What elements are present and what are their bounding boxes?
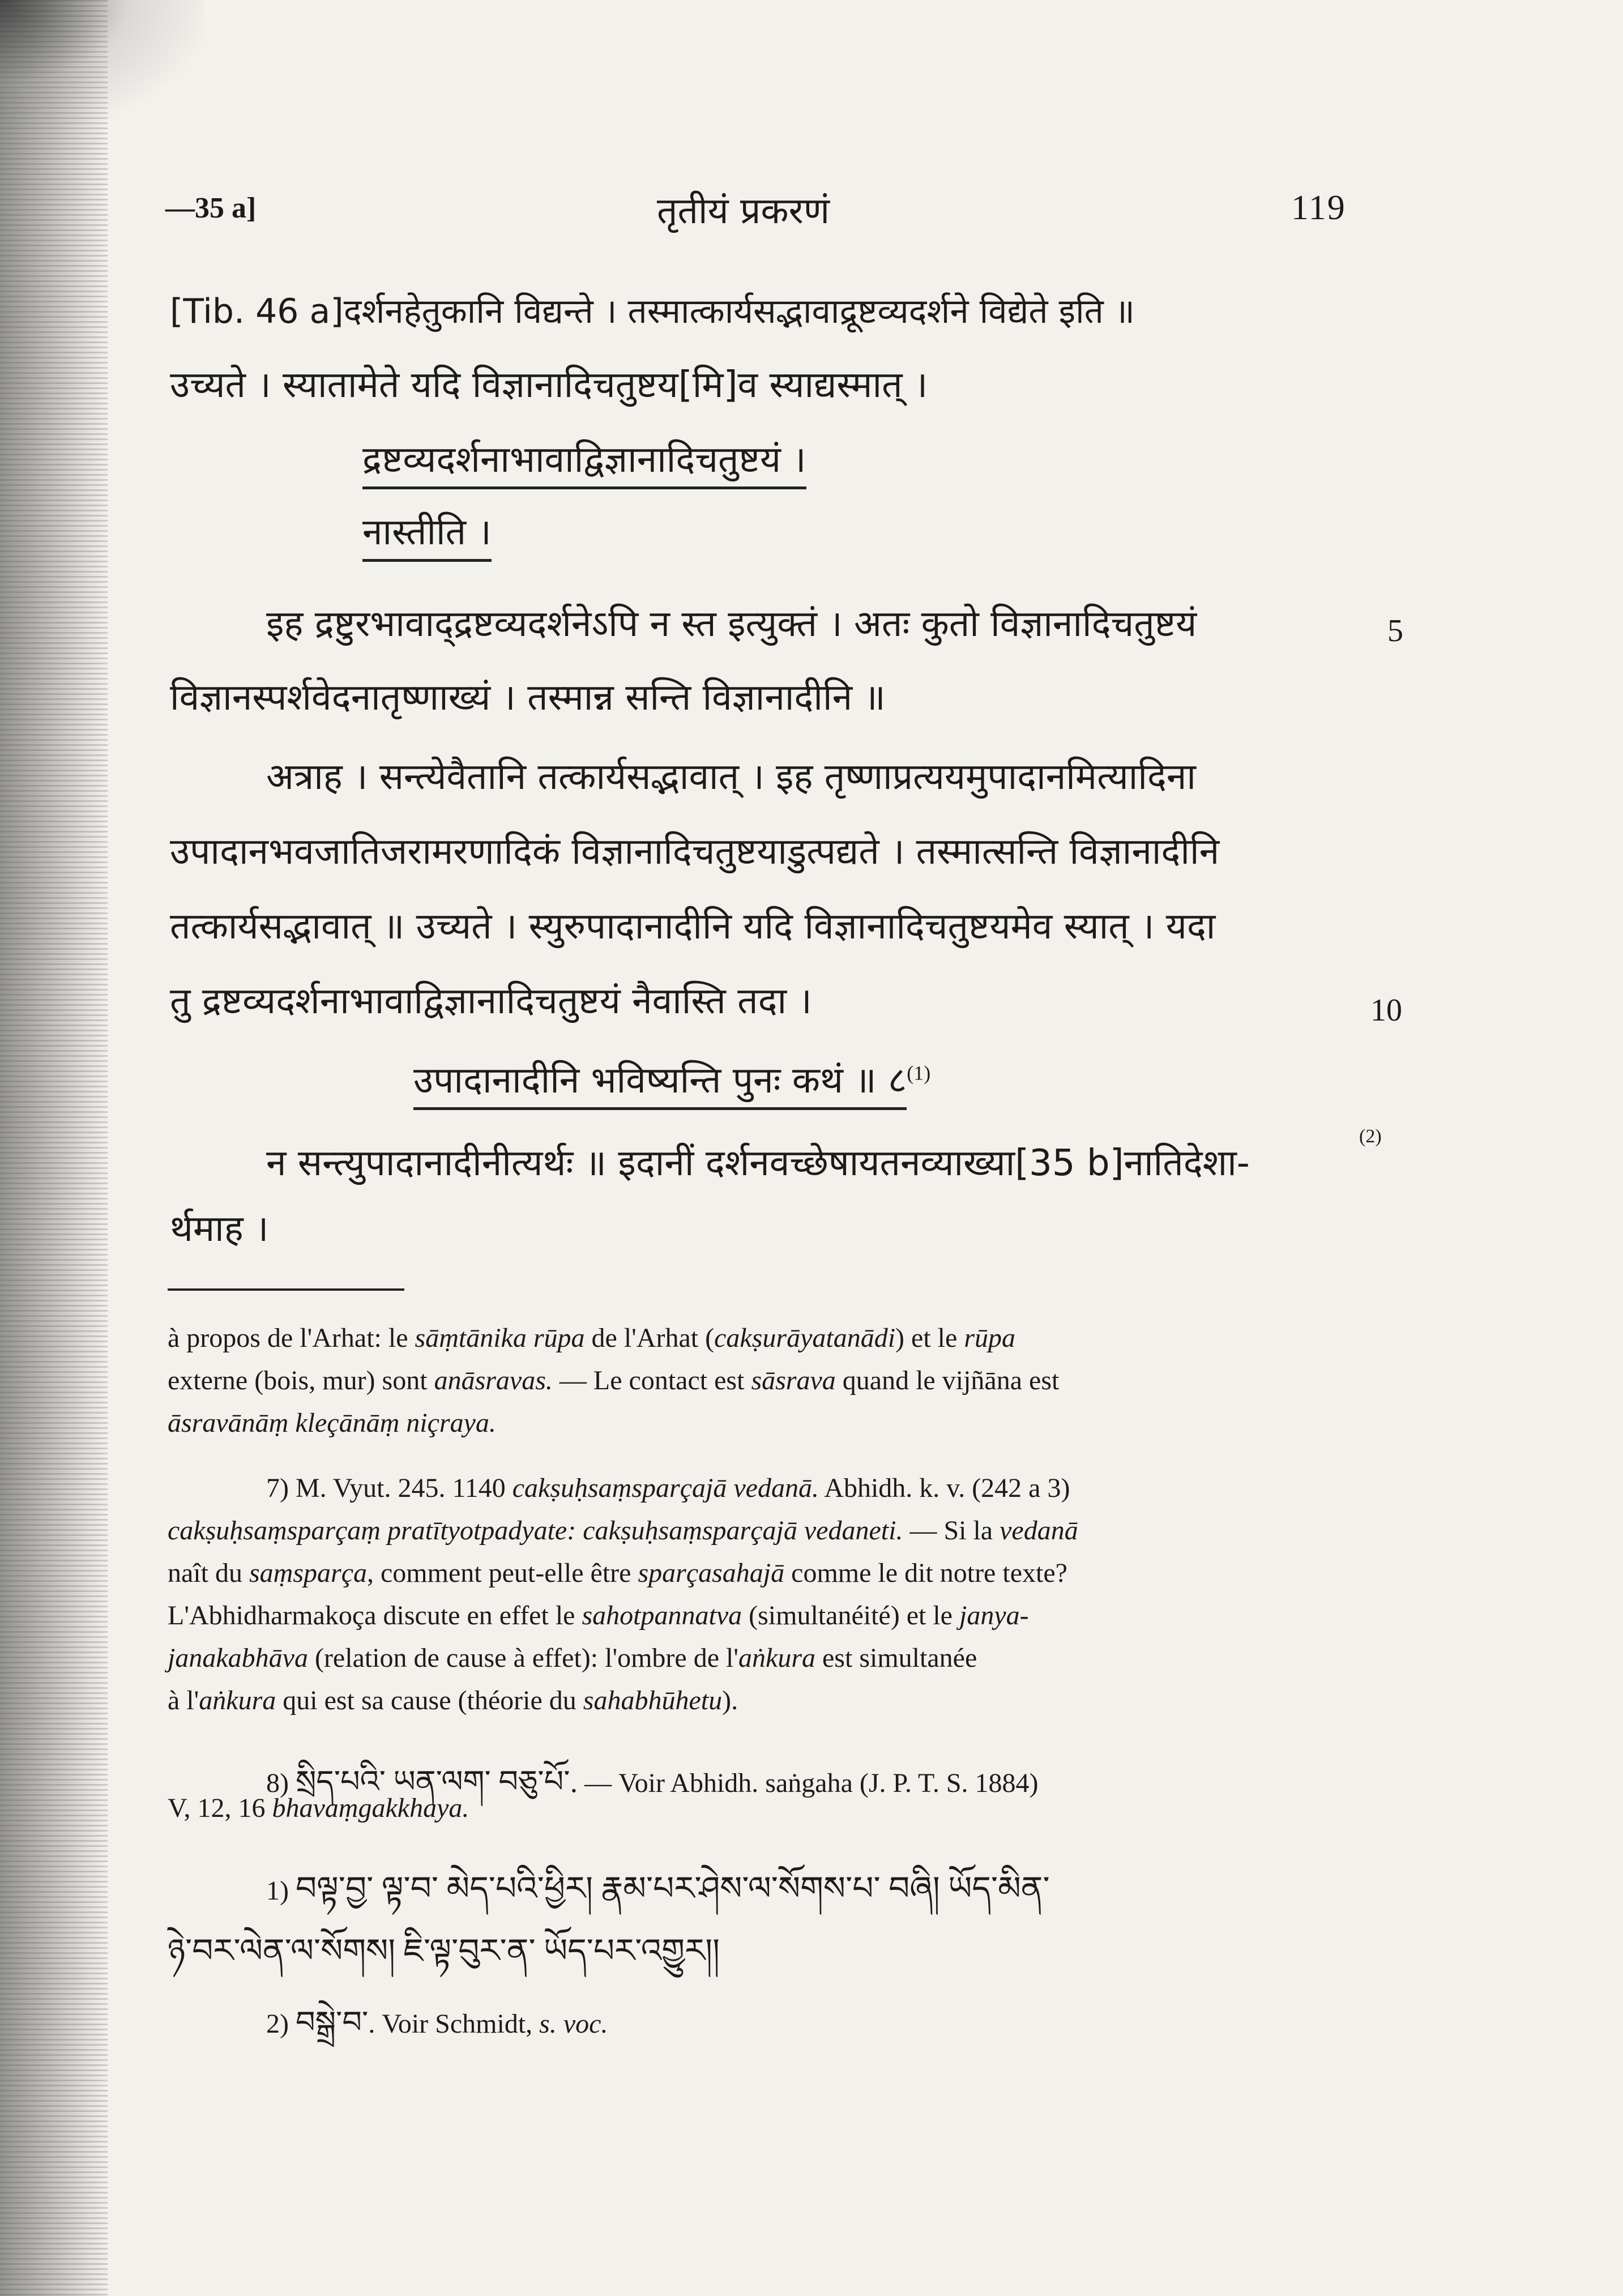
fn-italic: aṅkura (199, 1685, 276, 1715)
verse-line-2-text: नास्तीति । (362, 511, 492, 562)
fn-text: L'Abhidharmakoça discute en effet le (168, 1601, 582, 1631)
fn-text: externe (bois, mur) sont (168, 1365, 434, 1395)
fn-text: est simultanée (815, 1643, 977, 1673)
fn-italic: cakṣurāyatanādi (714, 1323, 896, 1353)
fn-text: — Voir Abhidh. saṅgaha (J. P. T. S. 1884) (578, 1768, 1039, 1798)
fn-italic: aṅkura (738, 1643, 815, 1673)
fn-italic: cakṣuḥsaṃsparçajā vedanā. (512, 1473, 819, 1503)
fn-italic: sahotpannatva (582, 1601, 742, 1631)
verse-line-3 (413, 1060, 931, 1102)
fn-text: à propos de l'Arhat: le (168, 1323, 415, 1353)
footnote-7-line-4 (168, 1600, 1029, 1631)
text-line-8: उपादानभवजातिजरामरणादिकं विज्ञानादिचतुष्टयाडुत्पद्यते । तस्मात्सन्ति विज्ञानादीनि (170, 831, 1220, 873)
text-line-12: न सन्त्युपादानादीनीत्यर्थः ॥ इदानीं दर्शनवच्छेषायतनव्याख्या[35 b]नातिदेशा- (266, 1142, 1250, 1184)
footnote-ref-1: (1) (907, 1061, 931, 1085)
fn-text: comme le dit notre texte? (784, 1558, 1067, 1588)
footnote-7-line-5 (168, 1642, 977, 1674)
fn-italic: janya- (959, 1601, 1029, 1631)
fn-tibetan: སྲིད་པའི་ ཡན་ལག་ བཅུ་པོ་. (295, 1765, 578, 1799)
text-line-6: विज्ञानस्पर्शवेदनातृष्णाख्यं । तस्मान्न सन्ति विज्ञानादीनि ॥ (170, 677, 886, 719)
fn-italic: bhavaṃgakkhaya. (272, 1793, 469, 1823)
fn-italic: sāṃtānika rūpa (415, 1323, 585, 1353)
fn-text: — Le contact est (552, 1365, 751, 1395)
footnote-7-line-3 (168, 1557, 1067, 1589)
fn-text: 1) (266, 1876, 296, 1906)
fn-italic: rūpa (964, 1323, 1015, 1353)
fn-italic: sahabhūhetu (583, 1685, 723, 1715)
fn-text: ). (722, 1685, 738, 1715)
verse-line-1 (362, 439, 806, 481)
fn-tibetan: བསྒྲེ་བ་ (295, 2005, 369, 2039)
fn-italic: āsravānāṃ kleçānāṃ niçraya. (168, 1408, 496, 1438)
fn-text: Abhidh. k. v. (242 a 3) (818, 1473, 1070, 1503)
text-line-1: [Tib. 46 a]दर्शनहेतुकानि विद्यन्ते । तस्मात्कार्यसद्भावाद्रूष्टव्यदर्शने विद्येते इति ॥ (170, 292, 1135, 331)
verse-line-3-text: उपादानादीनि भविष्यन्ति पुनः कथं ॥ ८ (413, 1060, 907, 1110)
fn-text: à l' (168, 1685, 199, 1715)
fn-italic: sparçasahajā (638, 1558, 785, 1588)
footnote-line-2 (168, 1407, 496, 1439)
fn-italic: anāsravas. (434, 1365, 553, 1395)
fn-tibetan: ཉེ་བར་ལེན་ལ་སོགས། ཇི་ལྟ་བུར་ན་ ཡོད་པར་འགྱུར།། (168, 1932, 720, 1969)
fn-text: — Si la (903, 1516, 1000, 1546)
fn-text: de l'Arhat ( (584, 1323, 715, 1353)
fn-italic: sāsrava (751, 1365, 836, 1395)
fn-italic: saṃsparça (249, 1558, 367, 1588)
footnote-line-1 (168, 1365, 1059, 1396)
header-page-ref: —35 a] (165, 192, 257, 224)
fn-italic: janakabhāva (168, 1643, 308, 1673)
fn-text: . Voir Schmidt, (368, 2009, 540, 2039)
margin-number-10: 10 (1370, 993, 1402, 1028)
footnote-8-line-2 (168, 1793, 469, 1824)
verse-line-1-text: द्रष्टव्यदर्शनाभावाद्विज्ञानादिचतुष्टयं । (362, 439, 806, 489)
text-line-10: तु द्रष्टव्यदर्शनाभावाद्विज्ञानादिचतुष्टयं नैवास्ति तदा । (170, 980, 812, 1022)
scan-edge-noise (0, 0, 108, 2296)
fn-text: (simultanéité) et le (742, 1601, 959, 1631)
fn-text: 7) M. Vyut. 245. 1140 (266, 1473, 512, 1503)
footnote-separator (168, 1288, 404, 1291)
text-line-13: र्थमाह । (170, 1208, 269, 1250)
footnote-7-line-6 (168, 1685, 738, 1716)
fn-text: 2) (266, 2009, 296, 2039)
text-line-9: तत्कार्यसद्भावात् ॥ उच्यते । स्युरुपादानादीनि यदि विज्ञानादिचतुष्टयमेव स्यात् । यदा (170, 906, 1216, 948)
fn-italic: cakṣuḥsaṃsparçaṃ pratītyotpadyate: cakṣuḥsaṃsparçajā vedaneti. (168, 1516, 903, 1546)
fn-text: V, 12, 16 (168, 1793, 272, 1823)
fn-italic: s. voc. (539, 2009, 608, 2039)
header-title: तृतीयं प्रकरणं (657, 190, 830, 232)
fn-text: ) et le (895, 1323, 964, 1353)
footnote-2-line-1 (266, 1988, 608, 2074)
fn-text: 8) (266, 1768, 296, 1798)
text-line-2: उच्यते । स्यातामेते यदि विज्ञानादिचतुष्टय[मि]व स्याद्यस्मात् । (170, 364, 928, 406)
fn-text: , comment peut-elle être (367, 1558, 638, 1588)
fn-text: naît du (168, 1558, 249, 1588)
text-line-7: अत्राह । सन्त्येवैतानि तत्कार्यसद्भावात् । इह तृष्णाप्रत्ययमुपादानमित्यादिना (266, 756, 1196, 798)
footnote-ref-2: (2) (1359, 1126, 1382, 1147)
text-line-5: इह द्रष्टुरभावाद्द्रष्टव्यदर्शनेऽपि न स्त इत्युक्तं । अतः कुतो विज्ञानादिचतुष्टयं (266, 603, 1197, 645)
margin-number-5: 5 (1387, 613, 1403, 648)
footnote-line-0 (168, 1322, 1015, 1354)
fn-text: qui est sa cause (théorie du (276, 1685, 583, 1715)
scan-corner-noise (0, 0, 204, 130)
fn-text: (relation de cause à effet): l'ombre de l' (307, 1643, 739, 1673)
fn-tibetan: བལྟ་བྱ་ ལྟ་བ་ མེད་པའི་ཕྱིར། རྣམ་པར་ཤེས་ལ་སོགས་པ་ བཞི། ཡོད་མིན་ (295, 1870, 1050, 1907)
page-number: 119 (1291, 189, 1346, 227)
verse-line-2 (362, 511, 492, 553)
footnote-7-line-2 (168, 1515, 1078, 1546)
fn-italic: vedanā (1000, 1516, 1078, 1546)
fn-text: quand le vijñāna est (835, 1365, 1060, 1395)
footnote-7-line-1 (266, 1473, 1070, 1504)
